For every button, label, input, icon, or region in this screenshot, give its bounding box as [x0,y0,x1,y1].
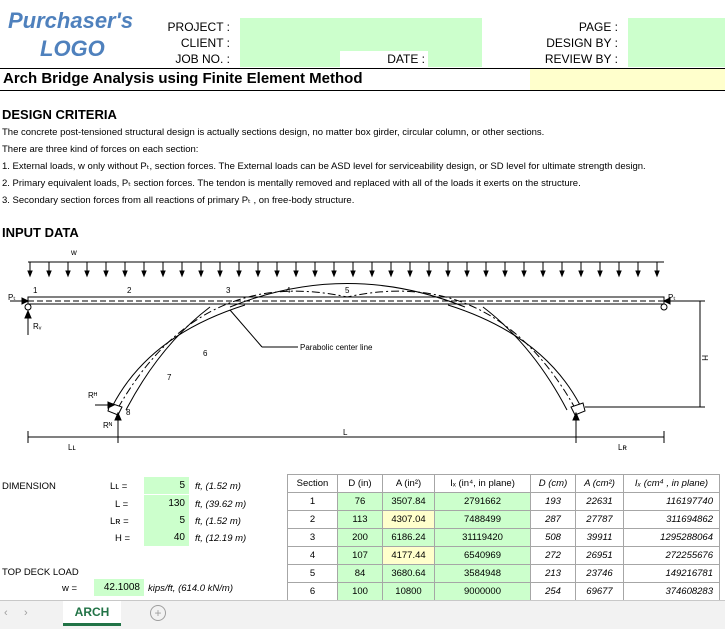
load-arrow-head [389,271,393,276]
criteria-line-5: 3. Secondary section forces from all reactions of primary Pₜ , on free-body structure. [2,195,355,206]
cell-d-in[interactable]: 107 [338,547,383,565]
table-row [288,511,720,529]
node-7-label: 7 [167,373,172,382]
arch-bridge-diagram [0,245,725,460]
load-arrow-head [313,271,317,276]
col-header-d-cm: D (cm) [531,475,576,493]
client-label: CLIENT : [180,36,230,50]
load-arrow-head [636,271,640,276]
table-row [288,529,720,547]
l-label: L [343,428,348,437]
top-deck-w-label: w = [62,583,78,594]
cell-d-cm: 287 [531,511,576,529]
arch-left-inner [126,307,210,410]
cell-d-cm: 508 [531,529,576,547]
ll-label: Lʟ [68,443,76,452]
load-arrow-head [427,271,431,276]
arch-left-outer [113,305,245,405]
load-arrow-head [408,271,412,276]
cell-d-cm: 193 [531,493,576,511]
page-title: Arch Bridge Analysis using Finite Element Method [3,70,363,87]
cell-section: 4 [288,547,338,565]
pt-right-label: Pₜ [668,293,676,302]
dim-h-label: H = [115,533,131,544]
dim-lr-label: Lʀ = [110,516,129,527]
pt-left-label: Pₜ [8,293,16,302]
load-arrow-head [446,271,450,276]
criteria-line-4: 2. Primary equivalent loads, Pₜ section forces. The tendon is mentally removed and replaced with all of the loads it exerts on the structure. [2,178,581,189]
project-label: PROJECT : [167,20,230,34]
load-arrow-head [598,271,602,276]
cell-a-in2[interactable]: 10800 [383,583,435,601]
project-client-field[interactable] [240,18,482,51]
cell-a-in2[interactable]: 6186.24 [383,529,435,547]
cell-ix-cm4: 1295288064 [624,529,720,547]
load-arrow-head [541,271,545,276]
cell-ix-in4[interactable]: 7488499 [435,511,531,529]
tab-scroll-right-icon[interactable]: › [24,607,28,619]
jobno-field[interactable] [240,51,340,67]
load-arrow-head [560,271,564,276]
load-arrow-head [104,271,108,276]
left-roller-support [25,304,31,310]
dim-lr-value[interactable]: 5 [144,512,189,529]
load-arrow-head [180,271,184,276]
cell-a-cm2: 39911 [576,529,624,547]
page-label: PAGE : [578,20,618,34]
load-arrow-head [370,271,374,276]
load-arrow-head [484,271,488,276]
distributed-load-arrows [28,262,659,276]
rn-label: Rᴺ [103,421,113,430]
dim-ll-label: Lʟ = [110,481,128,492]
designby-label: DESIGN BY : [546,36,618,50]
input-data-heading: INPUT DATA [2,225,79,240]
title-bar [0,68,530,91]
rh-label: Rᴴ [88,391,98,400]
arch-right-inner [483,307,567,410]
load-arrow-head [85,271,89,276]
load-arrow-head [28,271,32,276]
w-load-label: w [71,248,77,257]
load-arrow-head [47,271,51,276]
cell-section: 5 [288,565,338,583]
cell-d-cm: 254 [531,583,576,601]
cell-a-cm2: 69677 [576,583,624,601]
load-arrow-head [66,271,70,276]
cell-ix-in4[interactable]: 3584948 [435,565,531,583]
load-arrow-head [655,271,659,276]
load-arrow-head [465,271,469,276]
col-header-ix-in4: Iₓ (in⁴, in plane) [435,475,531,493]
tab-scroll-left-icon[interactable]: ‹ [4,607,8,619]
cell-d-cm: 213 [531,565,576,583]
cell-ix-cm4: 374608283 [624,583,720,601]
load-arrow-head [522,271,526,276]
cell-a-in2[interactable]: 4177.44 [383,547,435,565]
load-arrow-head [256,271,260,276]
cell-a-in2[interactable]: 3680.64 [383,565,435,583]
reviewby-label: REVIEW BY : [544,52,618,66]
table-row [288,583,720,601]
table-row [288,565,720,583]
table-row [288,547,720,565]
right-roller-support [661,304,667,310]
cell-a-cm2: 22631 [576,493,624,511]
cell-section: 2 [288,511,338,529]
criteria-line-1: The concrete post-tensioned structural design is actually sections design, no matter box girder, circular column, or other sections. [2,127,545,138]
h-label: H [700,355,709,361]
cell-ix-in4[interactable]: 2791662 [435,493,531,511]
rv-label: Rᵥ [33,322,42,331]
criteria-line-3: 1. External loads, w only without Pₜ, section forces. The External loads can be ASD level for serviceability design, or SD level for ultimate strength design. [2,161,646,172]
node-4-label: 4 [286,286,291,295]
cell-section: 3 [288,529,338,547]
cell-d-cm: 272 [531,547,576,565]
design-criteria-heading: DESIGN CRITERIA [2,107,117,122]
node-3-label: 3 [226,286,231,295]
cell-ix-cm4: 149216781 [624,565,720,583]
col-header-a-in2: A (in²) [383,475,435,493]
section-properties-table [287,474,720,601]
cell-a-cm2: 27787 [576,511,624,529]
load-arrow-head [161,271,165,276]
load-arrow-head [218,271,222,276]
top-deck-w-value[interactable]: 42.1008 [94,579,144,596]
date-label: DATE : [387,52,425,66]
criteria-line-2: There are three kind of forces on each section: [2,144,199,155]
node-6-label: 6 [203,349,208,358]
load-arrow-head [294,271,298,276]
dim-l-value[interactable]: 130 [144,495,189,512]
node-8-label: 8 [126,408,131,417]
table-row [288,493,720,511]
cell-ix-cm4: 116197740 [624,493,720,511]
add-sheet-icon[interactable]: + [150,605,166,621]
arch-right-outer [448,305,580,405]
cell-d-in[interactable]: 100 [338,583,383,601]
cell-d-in[interactable]: 84 [338,565,383,583]
cell-a-cm2: 26951 [576,547,624,565]
node-5-label: 5 [345,286,350,295]
cell-section: 1 [288,493,338,511]
cell-d-in[interactable]: 200 [338,529,383,547]
cell-ix-cm4: 272255676 [624,547,720,565]
logo-line-1: Purchaser's [8,8,134,33]
cell-ix-in4[interactable]: 9000000 [435,583,531,601]
col-header-section: Section [288,475,338,493]
load-arrow-head [275,271,279,276]
cell-a-in2[interactable]: 3507.84 [383,493,435,511]
load-arrow-head [351,271,355,276]
dim-h-value[interactable]: 40 [144,529,189,546]
load-arrow-head [503,271,507,276]
dim-ll-value[interactable]: 5 [144,477,189,494]
dim-l-label: L = [115,499,129,510]
cell-d-in[interactable]: 113 [338,511,383,529]
dimension-heading: DIMENSION [2,481,56,492]
cell-section: 6 [288,583,338,601]
lr-label: Lʀ [618,443,627,452]
title-right-cell [530,68,725,91]
col-header-ix-cm4: Iₓ (cm⁴ , in plane) [624,475,720,493]
col-header-d-in: D (in) [338,475,383,493]
dim-ll-unit: ft, (1.52 m) [195,481,241,492]
date-field[interactable] [428,51,482,67]
dim-lr-unit: ft, (1.52 m) [195,516,241,527]
load-arrow-head [332,271,336,276]
logo-line-2: LOGO [40,36,105,61]
load-arrow-head [199,271,203,276]
node-1-label: 1 [33,286,38,295]
parabolic-center-line-label: Parabolic center line [300,343,373,352]
cell-ix-cm4: 311694862 [624,511,720,529]
load-arrow-head [123,271,127,276]
node-2-label: 2 [127,286,132,295]
cell-a-cm2: 23746 [576,565,624,583]
load-arrow-head [237,271,241,276]
sheet-tab-bar [0,600,725,629]
parabolic-leader [230,310,262,347]
cell-d-in[interactable]: 76 [338,493,383,511]
load-arrow-head [142,271,146,276]
dim-l-unit: ft, (39.62 m) [195,499,247,510]
top-deck-w-unit: kips/ft, (614.0 kN/m) [148,583,233,594]
page-designby-reviewby-field[interactable] [628,18,725,67]
top-deck-load-heading: TOP DECK LOAD [2,567,79,578]
jobno-label: JOB NO. : [175,52,230,66]
col-header-a-cm2: A (cm²) [576,475,624,493]
load-arrow-head [579,271,583,276]
cell-a-in2[interactable]: 4307.04 [383,511,435,529]
cell-ix-in4[interactable]: 6540969 [435,547,531,565]
dim-h-unit: ft, (12.19 m) [195,533,247,544]
tab-arch[interactable]: ARCH [63,601,121,626]
cell-ix-in4[interactable]: 31119420 [435,529,531,547]
load-arrow-head [617,271,621,276]
